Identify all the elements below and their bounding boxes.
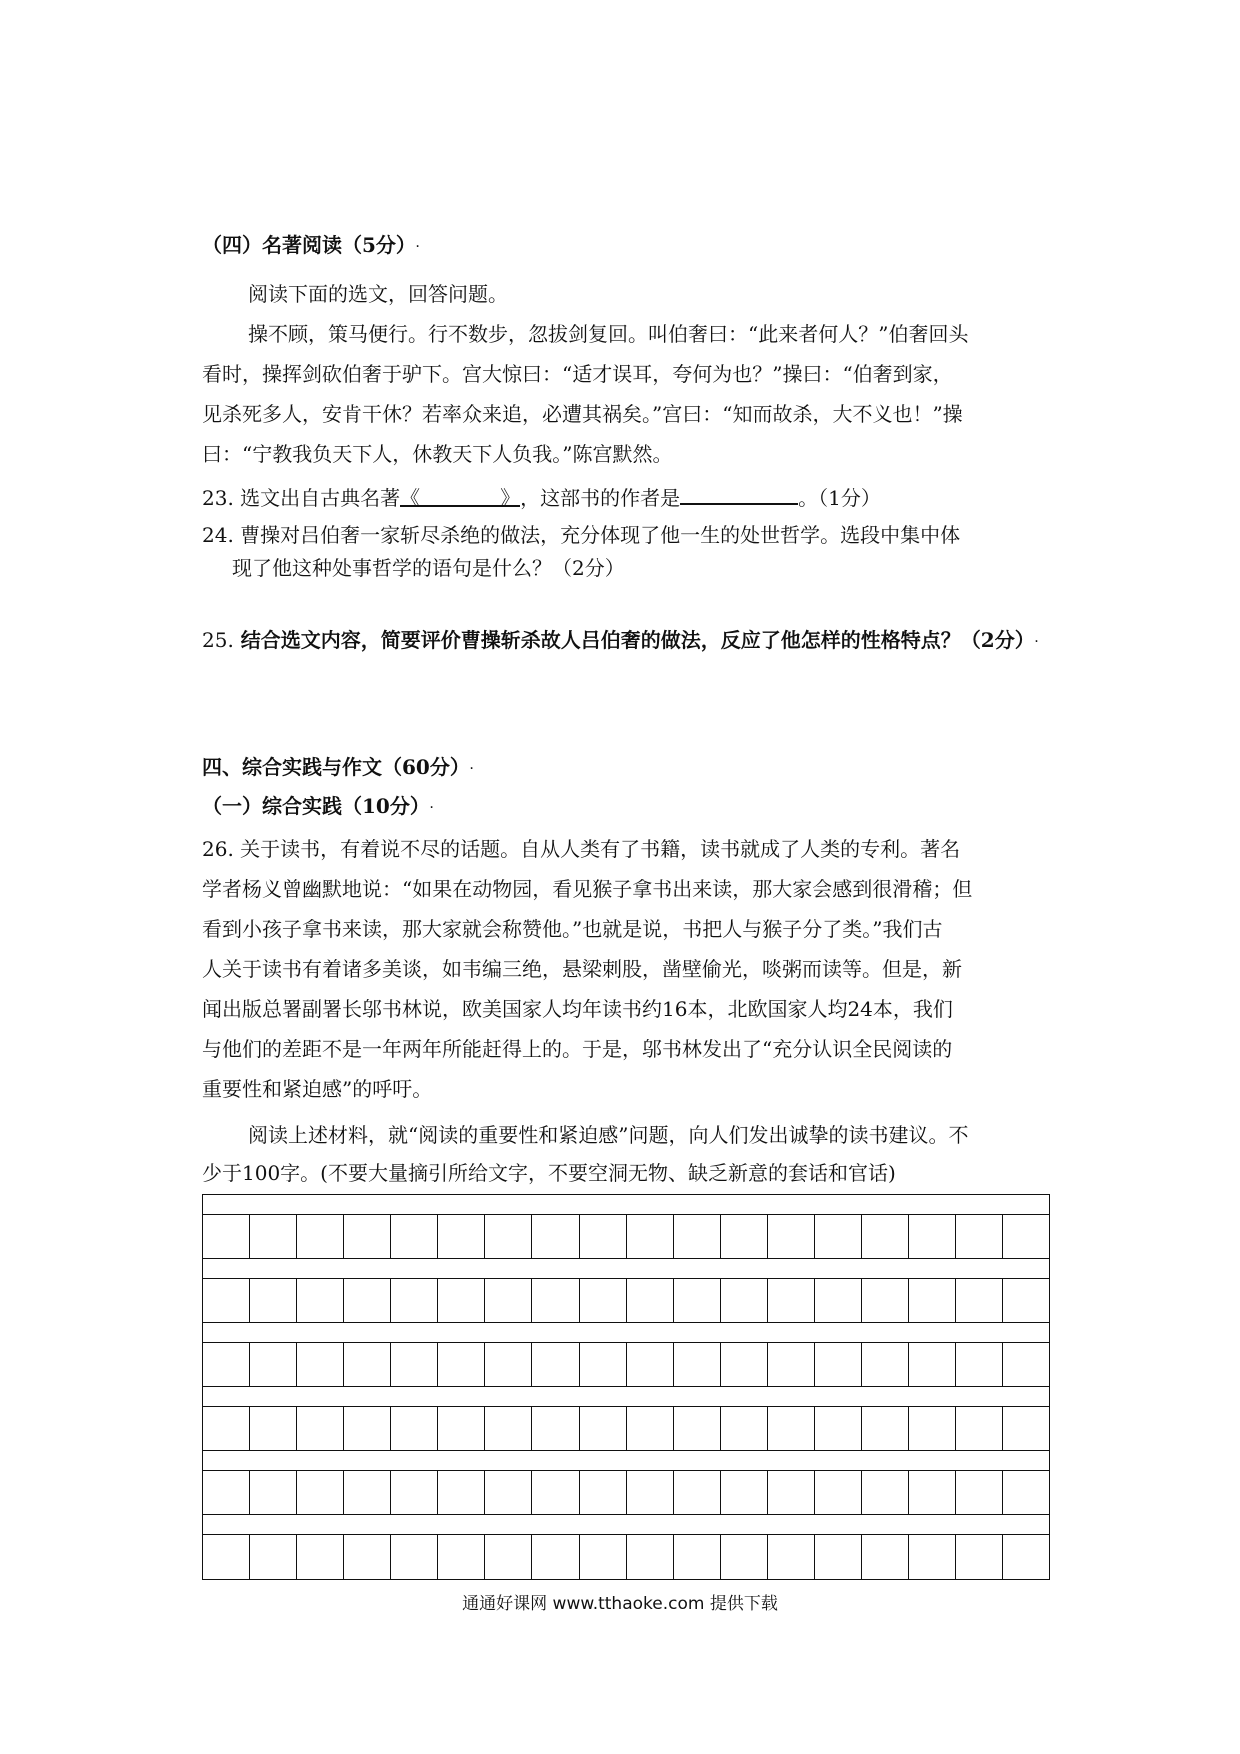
grid-cell[interactable] (580, 1279, 627, 1322)
grid-cell[interactable] (909, 1279, 956, 1322)
grid-cell[interactable] (815, 1535, 862, 1579)
grid-cell[interactable] (438, 1535, 485, 1579)
grid-cell[interactable] (815, 1471, 862, 1514)
grid-cell[interactable] (956, 1407, 1003, 1450)
grid-cell[interactable] (627, 1535, 674, 1579)
grid-cell[interactable] (768, 1535, 815, 1579)
grid-cell[interactable] (627, 1279, 674, 1322)
grid-cell[interactable] (485, 1407, 532, 1450)
grid-cell[interactable] (532, 1343, 579, 1386)
grid-cell[interactable] (297, 1215, 344, 1258)
grid-cell[interactable] (250, 1407, 297, 1450)
grid-cell[interactable] (956, 1471, 1003, 1514)
grid-row (203, 1471, 1049, 1515)
grid-cell[interactable] (956, 1215, 1003, 1258)
grid-cell[interactable] (438, 1471, 485, 1514)
grid-cell[interactable] (721, 1343, 768, 1386)
grid-cell[interactable] (203, 1343, 250, 1386)
grid-cell[interactable] (815, 1407, 862, 1450)
grid-cell[interactable] (627, 1407, 674, 1450)
grid-cell[interactable] (485, 1279, 532, 1322)
question-25: 25. 结合选文内容，简要评价曹操斩杀故人吕伯奢的做法，反应了他怎样的性格特点？（2分）. (202, 628, 1039, 652)
grid-spacer-row (203, 1387, 1049, 1407)
grid-cell[interactable] (438, 1343, 485, 1386)
grid-cell[interactable] (674, 1535, 721, 1579)
grid-cell[interactable] (580, 1343, 627, 1386)
grid-cell[interactable] (391, 1535, 438, 1579)
grid-cell[interactable] (674, 1343, 721, 1386)
grid-cell[interactable] (815, 1279, 862, 1322)
question-23: 23. 选文出自古典名著《 》，这部书的作者是 。（1分） (202, 481, 1052, 513)
task-line-1: 阅读上述材料，就“阅读的重要性和紧迫感”问题，向人们发出诚挚的读书建议。不 (248, 1123, 969, 1147)
grid-cell[interactable] (250, 1535, 297, 1579)
grid-cell[interactable] (297, 1343, 344, 1386)
question-26-line-3: 看到小孩子拿书来读，那大家就会称赞他。”也就是说，书把人与猴子分了类。”我们古 (202, 917, 943, 941)
task-line-2: 少于100字。(不要大量摘引所给文字，不要空洞无物、缺乏新意的套话和官话) (202, 1161, 896, 1185)
grid-cell[interactable] (580, 1407, 627, 1450)
grid-cell[interactable] (203, 1535, 250, 1579)
question-26-line-4: 人关于读书有着诸多美谈，如韦编三绝，悬梁刺股，凿壁偷光，啖粥而读等。但是，新 (202, 957, 962, 981)
grid-cell[interactable] (862, 1535, 909, 1579)
grid-cell[interactable] (485, 1471, 532, 1514)
grid-cell[interactable] (203, 1215, 250, 1258)
grid-cell[interactable] (532, 1279, 579, 1322)
grid-cell[interactable] (815, 1215, 862, 1258)
grid-spacer-row (203, 1259, 1049, 1279)
grid-cell[interactable] (768, 1407, 815, 1450)
grid-cell[interactable] (485, 1343, 532, 1386)
grid-cell[interactable] (297, 1279, 344, 1322)
sub-heading-practice: （一）综合实践（10分）. (202, 794, 434, 818)
grid-cell[interactable] (909, 1471, 956, 1514)
grid-spacer-row (203, 1515, 1049, 1535)
grid-cell[interactable] (1003, 1535, 1049, 1579)
grid-cell[interactable] (391, 1471, 438, 1514)
writing-grid[interactable] (202, 1194, 1050, 1580)
grid-cell[interactable] (391, 1279, 438, 1322)
grid-cell[interactable] (344, 1343, 391, 1386)
grid-cell[interactable] (909, 1535, 956, 1579)
passage-line-3: 见杀死多人，安肯干休？若率众来追，必遭其祸矣。”宫曰：“知而故杀，大不义也！”操 (202, 402, 963, 426)
grid-cell[interactable] (956, 1279, 1003, 1322)
grid-cell[interactable] (1003, 1215, 1049, 1258)
question-26-line-1: 26. 关于读书，有着说不尽的话题。自从人类有了书籍，读书就成了人类的专利。著名 (202, 837, 961, 861)
grid-cell[interactable] (862, 1471, 909, 1514)
answer-blank-author[interactable] (680, 481, 798, 505)
grid-cell[interactable] (485, 1535, 532, 1579)
grid-cell[interactable] (532, 1215, 579, 1258)
grid-row (203, 1535, 1049, 1579)
grid-cell[interactable] (768, 1343, 815, 1386)
grid-cell[interactable] (862, 1407, 909, 1450)
grid-cell[interactable] (250, 1471, 297, 1514)
grid-cell[interactable] (862, 1279, 909, 1322)
grid-cell[interactable] (862, 1215, 909, 1258)
grid-cell[interactable] (344, 1215, 391, 1258)
reading-intro: 阅读下面的选文，回答问题。 (248, 282, 508, 306)
grid-cell[interactable] (721, 1407, 768, 1450)
grid-row (203, 1407, 1049, 1451)
passage-line-4: 曰：“宁教我负天下人，休教天下人负我。”陈宫默然。 (202, 442, 673, 466)
footer-source: 通通好课网 www.tthaoke.com 提供下载 (462, 1594, 778, 1614)
grid-cell[interactable] (721, 1279, 768, 1322)
grid-cell[interactable] (580, 1471, 627, 1514)
passage-line-2: 看时，操挥剑砍伯奢于驴下。宫大惊曰：“适才误耳，夸何为也？”操曰：“伯奢到家， (202, 362, 953, 386)
grid-cell[interactable] (344, 1471, 391, 1514)
grid-cell[interactable] (297, 1471, 344, 1514)
grid-cell[interactable] (674, 1407, 721, 1450)
grid-cell[interactable] (862, 1343, 909, 1386)
grid-cell[interactable] (297, 1535, 344, 1579)
grid-cell[interactable] (438, 1215, 485, 1258)
question-26-line-7: 重要性和紧迫感”的呼吁。 (202, 1077, 433, 1101)
grid-cell[interactable] (485, 1215, 532, 1258)
grid-cell[interactable] (580, 1535, 627, 1579)
answer-blank-book[interactable]: 《 》 (400, 483, 520, 507)
grid-cell[interactable] (721, 1471, 768, 1514)
grid-cell[interactable] (956, 1343, 1003, 1386)
grid-cell[interactable] (956, 1535, 1003, 1579)
grid-cell[interactable] (909, 1343, 956, 1386)
grid-spacer-row (203, 1323, 1049, 1343)
grid-cell[interactable] (250, 1215, 297, 1258)
grid-cell[interactable] (391, 1407, 438, 1450)
grid-row (203, 1343, 1049, 1387)
grid-cell[interactable] (674, 1215, 721, 1258)
grid-cell[interactable] (768, 1471, 815, 1514)
grid-spacer-row (203, 1195, 1049, 1215)
grid-cell[interactable] (815, 1343, 862, 1386)
section-heading-reading: （四）名著阅读（5分）. (202, 233, 420, 257)
grid-cell[interactable] (1003, 1343, 1049, 1386)
grid-cell[interactable] (721, 1535, 768, 1579)
grid-cell[interactable] (674, 1279, 721, 1322)
grid-cell[interactable] (391, 1215, 438, 1258)
grid-cell[interactable] (1003, 1471, 1049, 1514)
grid-cell[interactable] (250, 1279, 297, 1322)
grid-cell[interactable] (297, 1407, 344, 1450)
grid-cell[interactable] (532, 1535, 579, 1579)
question-24-line-2: 现了他这种处事哲学的语句是什么？（2分） (232, 556, 625, 580)
grid-cell[interactable] (627, 1471, 674, 1514)
grid-cell[interactable] (438, 1407, 485, 1450)
grid-cell[interactable] (344, 1535, 391, 1579)
grid-cell[interactable] (391, 1343, 438, 1386)
grid-cell[interactable] (627, 1215, 674, 1258)
grid-cell[interactable] (344, 1407, 391, 1450)
question-26-line-6: 与他们的差距不是一年两年所能赶得上的。于是，邬书林发出了“充分认识全民阅读的 (202, 1037, 953, 1061)
grid-cell[interactable] (768, 1279, 815, 1322)
passage-line-1: 操不顾，策马便行。行不数步，忽拔剑复回。叫伯奢曰：“此来者何人？”伯奢回头 (248, 322, 969, 346)
grid-cell[interactable] (768, 1215, 815, 1258)
grid-cell[interactable] (532, 1471, 579, 1514)
grid-cell[interactable] (1003, 1279, 1049, 1322)
grid-row (203, 1279, 1049, 1323)
grid-cell[interactable] (627, 1343, 674, 1386)
grid-cell[interactable] (250, 1343, 297, 1386)
question-26-line-2: 学者杨义曾幽默地说：“如果在动物园，看见猴子拿书出来读，那大家会感到很滑稽；但 (202, 877, 973, 901)
grid-cell[interactable] (1003, 1407, 1049, 1450)
grid-cell[interactable] (203, 1279, 250, 1322)
grid-spacer-row (203, 1451, 1049, 1471)
grid-cell[interactable] (909, 1407, 956, 1450)
grid-cell[interactable] (203, 1471, 250, 1514)
grid-cell[interactable] (580, 1215, 627, 1258)
grid-cell[interactable] (909, 1215, 956, 1258)
grid-cell[interactable] (532, 1407, 579, 1450)
part-heading-practice-writing: 四、综合实践与作文（60分）. (202, 755, 474, 779)
grid-row (203, 1215, 1049, 1259)
grid-cell[interactable] (203, 1407, 250, 1450)
grid-cell[interactable] (721, 1215, 768, 1258)
grid-cell[interactable] (438, 1279, 485, 1322)
question-24-line-1: 24. 曹操对吕伯奢一家斩尽杀绝的做法，充分体现了他一生的处世哲学。选段中集中体 (202, 523, 961, 547)
grid-cell[interactable] (344, 1279, 391, 1322)
question-26-line-5: 闻出版总署副署长邬书林说，欧美国家人均年读书约16本，北欧国家人均24本，我们 (202, 997, 953, 1021)
grid-cell[interactable] (674, 1471, 721, 1514)
